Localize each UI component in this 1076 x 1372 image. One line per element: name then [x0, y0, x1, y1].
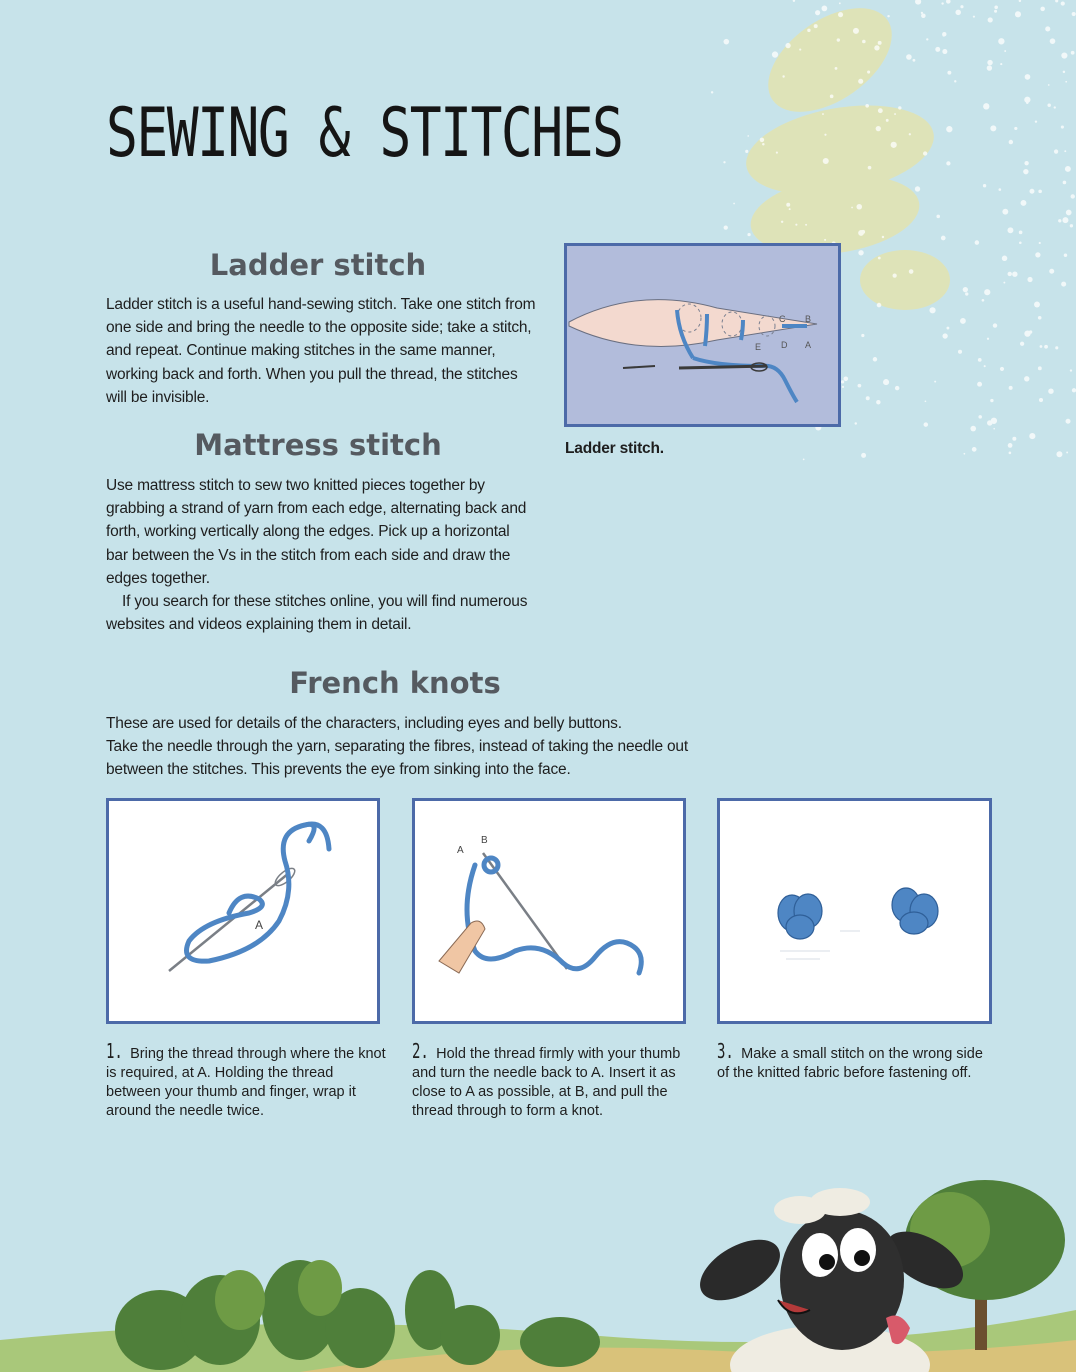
speckle	[886, 119, 889, 122]
speckle	[1062, 217, 1068, 223]
speckle	[815, 10, 820, 15]
speckle	[1019, 241, 1022, 244]
step-2-label-a: A	[457, 845, 464, 856]
speckle	[1055, 346, 1058, 349]
speckle	[760, 138, 764, 142]
speckle	[1054, 106, 1056, 108]
speckle	[1003, 282, 1005, 284]
ladder-label-a: A	[805, 340, 812, 350]
speckle	[1044, 345, 1048, 349]
speckle	[983, 184, 986, 187]
speckle	[993, 323, 997, 327]
speckle	[807, 29, 810, 32]
speckle	[1019, 231, 1023, 235]
speckle	[978, 415, 982, 419]
speckle	[993, 428, 995, 430]
speckle	[921, 13, 926, 18]
speckle	[724, 225, 728, 229]
speckle	[1050, 38, 1056, 44]
step-2-text: Hold the thread firmly with your thumb and turn the needle back to A. Insert it as close to A as possible, at B, and pull the thread through to form a knot.	[412, 1046, 681, 1119]
speckle	[934, 381, 936, 383]
speckle	[1038, 316, 1042, 320]
speckle	[1061, 52, 1067, 58]
speckle	[1020, 342, 1024, 346]
speckle	[855, 422, 857, 424]
french-knots-heading: French knots	[289, 666, 501, 700]
speckle	[941, 236, 946, 241]
speckle	[915, 0, 921, 5]
french-knot-step-1-caption	[106, 1039, 388, 1121]
speckle	[799, 48, 801, 50]
speckle	[1070, 224, 1073, 227]
speckle	[853, 28, 859, 34]
speckle	[924, 422, 929, 427]
speckle	[878, 108, 883, 113]
speckle	[1071, 194, 1075, 198]
speckle	[747, 135, 749, 137]
speckle	[1035, 120, 1037, 122]
speckle	[793, 0, 795, 2]
speckle	[821, 6, 827, 12]
speckle	[1019, 0, 1021, 2]
speckle	[941, 2, 943, 4]
speckle	[1004, 50, 1006, 52]
speckle	[1024, 376, 1029, 381]
speckle	[782, 75, 784, 77]
step-1-label-a: A	[255, 918, 264, 932]
speckle	[1009, 140, 1013, 144]
speckle	[745, 150, 748, 153]
ladder-label-d: D	[781, 340, 788, 350]
ladder-stitch-text	[106, 293, 536, 409]
ladder-stitch-paragraph: Ladder stitch is a useful hand-sewing stitch. Take one stitch from one side and bring the needle to the opposite side; take a stitch, and repeat. Continue making stitches in the same manner, working back and forth. When you pull the thread, the stitches will be invisible.	[106, 296, 536, 406]
speckle	[942, 333, 947, 338]
speckle	[824, 239, 826, 241]
speckle	[1038, 366, 1042, 370]
speckle	[987, 60, 992, 65]
speckle	[906, 54, 912, 60]
speckle	[963, 453, 965, 455]
speckle	[1035, 252, 1040, 257]
speckle	[824, 134, 826, 136]
speckle	[1045, 26, 1050, 31]
speckle	[837, 38, 840, 41]
speckle	[803, 458, 805, 460]
speckle	[972, 447, 977, 452]
speckle	[960, 5, 963, 8]
french-knot-step-3-caption	[717, 1039, 999, 1083]
speckle	[1063, 181, 1067, 185]
bottom-scenery	[0, 1160, 1076, 1372]
speckle	[1002, 256, 1007, 261]
speckle	[866, 396, 870, 400]
speckle	[858, 250, 863, 255]
ladder-label-c: C	[779, 314, 786, 324]
speckle	[958, 350, 962, 354]
speckle	[747, 233, 750, 236]
speckle	[926, 38, 928, 40]
speckle	[868, 166, 872, 170]
speckle	[913, 59, 916, 62]
speckle	[835, 67, 838, 70]
mattress-stitch-heading: Mattress stitch	[194, 428, 442, 462]
speckle	[909, 269, 914, 274]
speckle	[822, 113, 824, 115]
speckle	[851, 207, 853, 209]
speckle	[942, 32, 946, 36]
speckle	[711, 91, 713, 93]
speckle	[865, 104, 869, 108]
speckle	[947, 71, 951, 75]
speckle	[861, 230, 865, 234]
speckle	[1027, 277, 1032, 282]
speckle	[1029, 189, 1034, 194]
speckle	[861, 334, 864, 337]
speckle	[842, 386, 844, 388]
speckle	[1023, 169, 1028, 174]
step-2-label-b: B	[481, 835, 488, 846]
speckle	[1047, 104, 1050, 107]
ladder-label-b: B	[805, 314, 812, 324]
speckle	[876, 400, 880, 404]
speckle	[882, 236, 884, 238]
speckle	[1034, 302, 1040, 308]
speckle	[973, 16, 975, 18]
step-2-number: 2.	[412, 1039, 429, 1063]
speckle	[841, 380, 844, 383]
speckle	[1039, 398, 1043, 402]
speckle	[723, 161, 725, 163]
speckle	[946, 126, 952, 132]
speckle	[789, 208, 791, 210]
speckle	[982, 299, 985, 302]
speckle	[963, 287, 968, 292]
speckle	[942, 49, 947, 54]
speckle	[975, 240, 980, 245]
speckle	[1066, 419, 1071, 424]
speckle	[984, 289, 990, 295]
speckle	[929, 307, 935, 313]
speckle	[994, 6, 998, 10]
speckle	[1072, 12, 1076, 16]
speckle	[1015, 11, 1021, 17]
speckle	[1061, 1, 1065, 5]
speckle	[915, 186, 920, 191]
speckle	[946, 161, 950, 165]
speckle	[998, 38, 1004, 44]
speckle	[877, 303, 882, 308]
speckle	[1066, 452, 1068, 454]
speckle	[861, 453, 866, 458]
speckle	[1072, 388, 1076, 392]
speckle	[776, 152, 778, 154]
speckle	[994, 10, 997, 13]
speckle	[1065, 81, 1067, 83]
speckle	[954, 80, 956, 82]
french-knot-step-2-caption	[412, 1039, 694, 1121]
speckle	[1029, 433, 1035, 439]
speckle	[923, 151, 927, 155]
speckle	[878, 257, 881, 260]
french-knots-paragraph-2: Take the needle through the yarn, separating the fibres, instead of taking the needle out between the stitches. This prevents the eye from sinking into the face.	[106, 738, 688, 779]
speckle	[785, 43, 790, 48]
speckle	[883, 379, 889, 385]
ladder-label-e: E	[755, 342, 762, 352]
speckle	[862, 40, 866, 44]
speckle	[878, 41, 882, 45]
mattress-stitch-paragraph: Use mattress stitch to sew two knitted pieces together by grabbing a strand of yarn from each edge, alternating back and forth, working vertically along the edges. Pick up a horizontal bar between the Vs in the stitch from each side and draw the edges together.	[106, 477, 527, 587]
speckle	[987, 338, 989, 340]
ladder-stitch-caption: Ladder stitch.	[565, 440, 664, 457]
french-knots-text	[106, 712, 696, 782]
step-3-number: 3.	[717, 1039, 734, 1063]
speckle	[970, 426, 976, 432]
speckle	[891, 142, 897, 148]
ladder-stitch-diagram	[564, 243, 841, 427]
speckle	[1009, 386, 1013, 390]
speckle	[978, 358, 982, 362]
speckle	[723, 39, 729, 45]
speckle	[1063, 71, 1065, 73]
speckle	[887, 15, 889, 17]
speckle	[1061, 125, 1064, 128]
speckle	[1066, 210, 1072, 216]
speckle	[858, 79, 863, 84]
speckle	[1008, 443, 1013, 448]
speckle	[781, 221, 783, 223]
speckle	[839, 2, 841, 4]
speckle	[876, 126, 881, 131]
speckle	[1038, 190, 1042, 194]
page-title: SEWING & STITCHES	[106, 94, 623, 173]
speckle	[874, 45, 879, 50]
speckle	[873, 357, 877, 361]
speckle	[984, 365, 986, 367]
speckle	[1058, 219, 1061, 222]
speckle	[893, 274, 897, 278]
speckle	[795, 224, 797, 226]
speckle	[1026, 101, 1029, 104]
bushes-left	[115, 1260, 600, 1370]
speckle	[772, 51, 778, 57]
mattress-stitch-paragraph-2: If you search for these stitches online, you will find numerous websites and videos explaining them in detail.	[106, 593, 528, 634]
speckle	[1000, 63, 1002, 65]
ladder-stitch-heading: Ladder stitch	[209, 248, 427, 282]
speckle	[823, 158, 829, 164]
speckle	[733, 203, 735, 205]
speckle	[1064, 254, 1067, 257]
speckle	[1040, 345, 1043, 348]
speckle	[1012, 437, 1016, 441]
speckle	[999, 188, 1002, 191]
speckle	[988, 17, 993, 22]
french-knot-step-2-illustration	[412, 798, 686, 1024]
speckle	[1048, 388, 1053, 393]
speckle	[762, 143, 764, 145]
speckle	[936, 215, 940, 219]
speckle	[1039, 242, 1041, 244]
speckle	[1025, 74, 1031, 80]
speckle	[965, 292, 968, 295]
speckle	[983, 103, 989, 109]
speckle	[1055, 0, 1058, 2]
speckle	[1021, 200, 1027, 206]
speckle	[1040, 7, 1045, 12]
speckle	[1014, 127, 1017, 130]
speckle	[909, 133, 911, 135]
speckle	[1000, 367, 1004, 371]
speckle	[843, 377, 848, 382]
speckle	[990, 125, 996, 131]
speckle	[1061, 282, 1066, 287]
speckle	[955, 10, 961, 16]
step-1-text: Bring the thread through where the knot is required, at A. Holding the thread between your thumb and finger, wrap it around the needle twice.	[106, 1046, 386, 1119]
french-knots-paragraph-1: These are used for details of the characters, including eyes and belly buttons.	[106, 715, 622, 732]
french-knot-step-3-illustration	[717, 798, 992, 1024]
speckle	[838, 12, 843, 17]
speckle	[1056, 451, 1062, 457]
speckle	[946, 0, 951, 4]
speckle	[1012, 271, 1017, 276]
speckle	[1002, 209, 1008, 215]
speckle	[987, 65, 992, 70]
speckle	[786, 203, 790, 207]
speckle	[990, 399, 993, 402]
speckle	[1054, 149, 1058, 153]
step-1-number: 1.	[106, 1039, 123, 1063]
speckle	[1048, 84, 1050, 86]
speckle	[895, 386, 899, 390]
speckle	[858, 384, 862, 388]
mattress-stitch-text	[106, 474, 534, 636]
speckle	[1007, 227, 1013, 233]
speckle	[935, 47, 940, 52]
french-knot-step-1-illustration	[106, 798, 380, 1024]
speckle	[1071, 51, 1075, 55]
speckle	[830, 95, 834, 99]
speckle	[1024, 161, 1028, 165]
speckle	[856, 204, 862, 210]
speckle	[960, 318, 966, 324]
speckle	[894, 113, 896, 115]
speckle	[1008, 272, 1012, 276]
speckle	[1024, 331, 1030, 337]
speckle	[898, 106, 901, 109]
speckle	[1064, 150, 1066, 152]
speckle	[925, 400, 927, 402]
speckle	[814, 24, 818, 28]
speckle	[1070, 369, 1072, 371]
speckle	[977, 382, 982, 387]
speckle	[867, 70, 870, 73]
speckle	[987, 420, 992, 425]
speckle	[1065, 166, 1071, 172]
speckle	[1049, 269, 1054, 274]
step-3-text: Make a small stitch on the wrong side of the knitted fabric before fastening off.	[717, 1046, 983, 1081]
speckle	[946, 327, 949, 330]
speckle	[1009, 452, 1012, 455]
speckle	[805, 224, 807, 226]
